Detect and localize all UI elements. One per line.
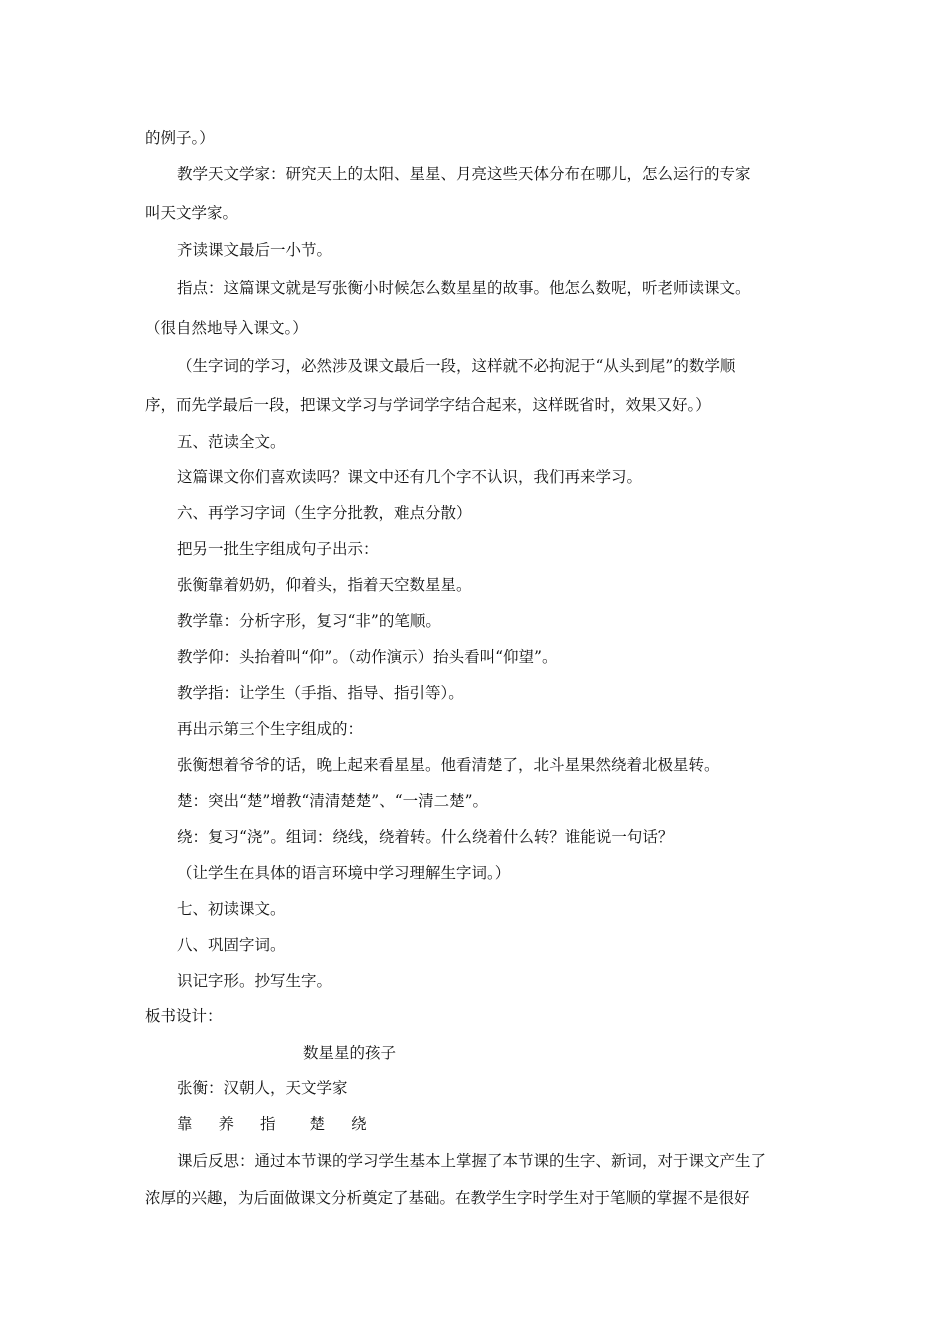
text-line: 把另一批生字组成句子出示： [177, 540, 379, 558]
board-char: 绕 [351, 1115, 367, 1133]
section-heading: 六、再学习字词（生字分批教，难点分散） [177, 504, 472, 522]
text-line: 楚：突出“楚”增教“清清楚楚”、“一清二楚”。 [177, 792, 489, 810]
text-line: 再出示第三个生字组成的： [177, 720, 364, 738]
text-line: 序，而先学最后一段，把课文学习与学词学字结合起来，这样既省时，效果又好。） [145, 396, 711, 414]
text-line: 绕：复习“浇”。组词：绕线，绕着转。什么绕着什么转？谁能说一句话？ [177, 828, 674, 846]
text-line: 教学天文学家：研究天上的太阳、星星、月亮这些天体分布在哪儿，怎么运行的专家 [177, 165, 751, 183]
board-title: 数星星的孩子 [303, 1044, 397, 1062]
text-line: 识记字形。抄写生字。 [177, 972, 333, 990]
text-line: 张衡想着爷爷的话，晚上起来看星星。他看清楚了，北斗星果然绕着北极星转。 [177, 756, 720, 774]
text-line: 课后反思：通过本节课的学习学生基本上掌握了本节课的生字、新词，对于课文产生了 [177, 1152, 767, 1170]
text-line: 齐读课文最后一小节。 [177, 241, 333, 259]
text-line: 教学靠：分析字形，复习“非”的笔顺。 [177, 612, 441, 630]
board-characters [177, 1114, 393, 1134]
board-char: 养 [218, 1115, 235, 1133]
text-line: 这篇课文你们喜欢读吗？课文中还有几个字不认识，我们再来学习。 [177, 468, 643, 486]
text-line: 教学仰：头抬着叫“仰”。（动作演示）抬头看叫“仰望”。 [177, 648, 558, 666]
text-line: 浓厚的兴趣，为后面做课文分析奠定了基础。在教学生字时学生对于笔顺的掌握不是很好 [145, 1189, 750, 1207]
board-char: 楚 [309, 1115, 326, 1133]
board-char: 靠 [177, 1115, 193, 1133]
section-heading: 五、范读全文。 [177, 433, 286, 451]
text-line: （让学生在具体的语言环境中学习理解生字词。） [177, 864, 511, 882]
section-heading: 八、巩固字词。 [177, 936, 286, 954]
section-heading: 七、初读课文。 [177, 900, 286, 918]
board-design-label: 板书设计： [145, 1007, 223, 1025]
text-line: 张衡靠着奶奶，仰着头，指着天空数星星。 [177, 576, 472, 594]
text-line: 指点：这篇课文就是写张衡小时候怎么数星星的故事。他怎么数呢，听老师读课文。 [177, 279, 751, 297]
board-line: 张衡：汉朝人，天文学家 [177, 1079, 348, 1097]
text-line: 的例子。） [145, 129, 215, 147]
text-line: （生字词的学习，必然涉及课文最后一段，这样就不必拘泥于“从头到尾”的数学顺 [177, 357, 736, 375]
text-line: 教学指：让学生（手指、指导、指引等）。 [177, 684, 464, 702]
text-line: （很自然地导入课文。） [145, 319, 308, 337]
text-line: 叫天文学家。 [145, 204, 239, 222]
board-char: 指 [260, 1115, 276, 1133]
